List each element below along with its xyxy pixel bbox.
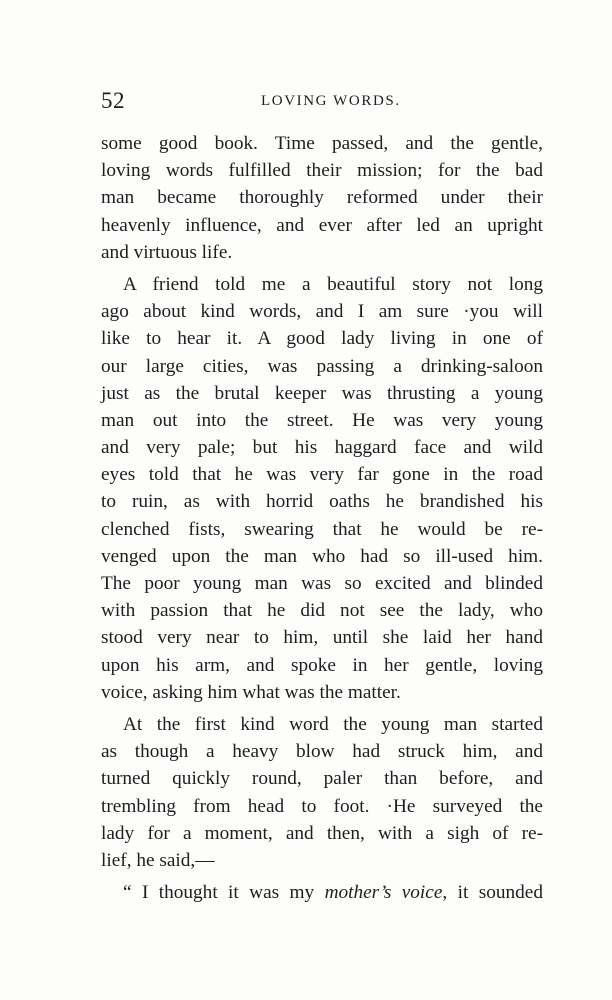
text-line: trembling from head to foot. ·He surveyed the: [101, 795, 543, 817]
text-line: clenched fists, swearing that he would be re-: [101, 518, 543, 540]
italic-phrase: mother’s voice: [324, 882, 443, 904]
text-line: The poor young man was so excited and blinded: [101, 573, 543, 594]
text-line: just as the brutal keeper was thrusting a young: [101, 382, 543, 404]
paragraph-start-line: [101, 879, 543, 906]
running-head: [101, 88, 543, 116]
text-line: like to hear it. A good lady living in one of: [101, 328, 543, 350]
text-line: man out into the street. He was very young: [101, 409, 543, 431]
running-title: LOVING WORDS.: [261, 93, 401, 109]
text-line: as though a heavy blow had struck him, and: [101, 741, 543, 763]
text-line: venged upon the man who had so ill-used him.: [101, 545, 543, 567]
text-line: loving words fulfilled their mission; for the bad: [101, 160, 543, 182]
text-line: voice, asking him what was the matter.: [101, 681, 401, 703]
body-text: [101, 130, 543, 906]
text-line: with passion that he did not see the lady, who: [101, 600, 543, 622]
text-line: man became thoroughly reformed under their: [101, 187, 543, 209]
text-line: turned quickly round, paler than before, and: [101, 768, 543, 790]
final-line-start: “ I thought it was my: [123, 882, 325, 904]
text-line: eyes told that he was very far gone in the road: [101, 464, 543, 486]
final-line-end: , it sounded: [442, 882, 543, 904]
text-line: and virtuous life.: [101, 241, 233, 263]
paragraph-start-line: A friend told me a beautiful story not long: [123, 273, 543, 295]
text-line: and very pale; but his haggard face and wild: [101, 437, 543, 459]
text-line: heavenly influence, and ever after led an upright: [101, 214, 543, 236]
text-line: upon his arm, and spoke in her gentle, loving: [101, 654, 543, 676]
paragraph-start-line: At the first kind word the young man started: [123, 713, 543, 735]
text-line: some good book. Time passed, and the gentle,: [101, 133, 543, 154]
text-line: stood very near to him, until she laid her hand: [101, 627, 543, 649]
text-line: to ruin, as with horrid oaths he brandished his: [101, 491, 543, 513]
page-number: 52: [101, 88, 125, 113]
text-line: lief, he said,—: [101, 849, 215, 871]
text-line: ago about kind words, and I am sure ·you will: [101, 301, 543, 323]
text-line: lady for a moment, and then, with a sigh of re-: [101, 822, 543, 844]
text-line: our large cities, was passing a drinking-saloon: [101, 355, 543, 377]
